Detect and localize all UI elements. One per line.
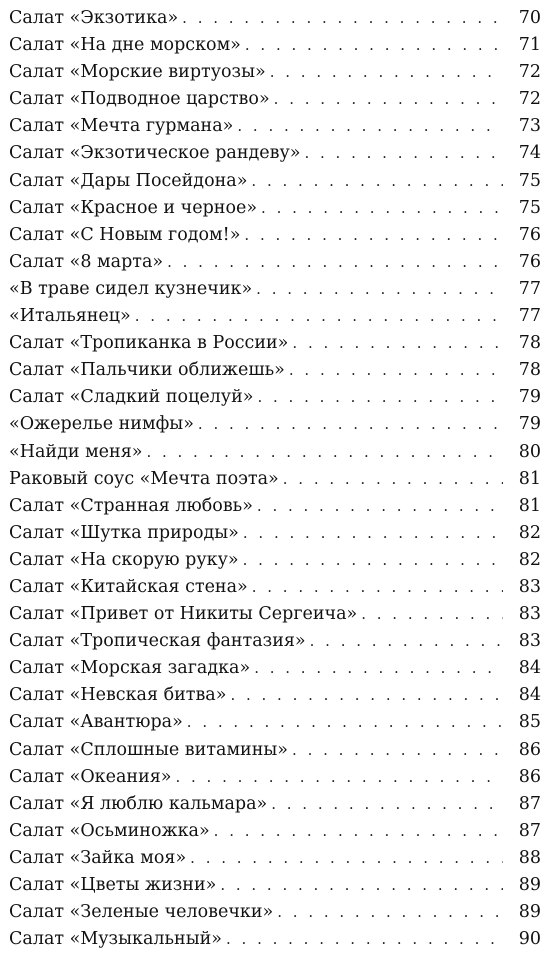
toc-entry-page: 89 <box>518 875 541 895</box>
toc-entry-page: 79 <box>518 414 541 435</box>
toc-entry-page: 72 <box>518 89 541 110</box>
toc-leader-dots <box>175 764 503 791</box>
toc-leader-dots <box>254 655 503 682</box>
toc-entry-page: 78 <box>518 333 541 354</box>
toc-leader-dots <box>277 899 503 926</box>
toc-entry[interactable] <box>9 357 541 384</box>
toc-leader-dots <box>256 276 503 303</box>
toc-entry[interactable] <box>9 709 541 736</box>
toc-entry[interactable] <box>9 926 541 953</box>
toc-entry[interactable] <box>9 411 541 438</box>
toc-entry-page: 90 <box>518 929 541 950</box>
toc-entry[interactable] <box>9 547 541 574</box>
toc-leader-dots <box>251 168 503 195</box>
toc-entry-title: Салат «Мечта гурмана» <box>9 116 234 137</box>
toc-entry-title: «Найди меня» <box>9 441 143 462</box>
toc-entry[interactable] <box>9 249 541 276</box>
toc-entry[interactable] <box>9 601 541 628</box>
toc-entry[interactable] <box>9 655 541 682</box>
toc-entry[interactable] <box>9 168 541 195</box>
toc-entry-page: 77 <box>518 278 541 299</box>
toc-entry-title: «Ожерелье нимфы» <box>9 414 194 435</box>
toc-entry-page: 78 <box>518 360 541 381</box>
toc-entry-page: 82 <box>518 522 541 543</box>
toc-entry-title: Салат «Сплошные витамины» <box>9 739 289 760</box>
toc-leader-dots <box>271 791 503 818</box>
toc-entry-page: 86 <box>518 739 541 760</box>
toc-entry-page: 87 <box>518 793 541 814</box>
toc-entry[interactable] <box>9 628 541 655</box>
toc-entry-title: Салат «Привет от Никиты Сергеича» <box>9 604 358 625</box>
toc-leader-dots <box>182 5 503 32</box>
toc-entry[interactable] <box>9 195 541 222</box>
toc-entry-page: 85 <box>518 712 541 733</box>
toc-entry-title: Салат «Зеленые человечки» <box>9 902 274 923</box>
toc-entry-title: Раковый соус «Мечта поэта» <box>9 468 279 489</box>
toc-entry[interactable] <box>9 818 541 845</box>
toc-entry-title: Салат «Китайская стена» <box>9 576 248 597</box>
toc-entry-page: 87 <box>518 820 541 841</box>
toc-entry-title: Салат «На скорую руку» <box>9 549 239 570</box>
toc-entry-title: Салат «Странная любовь» <box>9 495 253 516</box>
toc-leader-dots <box>245 32 503 59</box>
toc-entry[interactable] <box>9 59 541 86</box>
toc-entry-page: 89 <box>518 902 541 923</box>
toc-entry[interactable] <box>9 466 541 493</box>
toc-entry-title: Салат «Экзотическое рандеву» <box>9 143 301 164</box>
toc-entry[interactable] <box>9 303 541 330</box>
toc-leader-dots <box>226 926 503 953</box>
toc-entry-title: Салат «Осьминожка» <box>9 820 210 841</box>
toc-entry[interactable] <box>9 5 541 32</box>
toc-leader-dots <box>304 140 503 167</box>
toc-entry-title: Салат «На дне морском» <box>9 35 241 56</box>
toc-leader-dots <box>237 113 503 140</box>
toc-entry-page: 80 <box>518 441 541 462</box>
toc-entry[interactable] <box>9 764 541 791</box>
toc-entry-page: 74 <box>518 143 541 164</box>
toc-entry-title: Салат «Невская битва» <box>9 685 227 706</box>
toc-leader-dots <box>292 330 503 357</box>
toc-entry-page: 75 <box>518 197 541 218</box>
toc-entry-page: 82 <box>518 549 541 570</box>
toc-entry-title: Салат «Красное и черное» <box>9 197 258 218</box>
toc-leader-dots <box>292 737 503 764</box>
toc-leader-dots <box>261 195 503 222</box>
toc-entry-title: Салат «Дары Посейдона» <box>9 170 248 191</box>
toc-entry-title: Салат «Шутка природы» <box>9 522 239 543</box>
toc-entry[interactable] <box>9 845 541 872</box>
toc-leader-dots <box>270 59 503 86</box>
toc-entry-title: Салат «Музыкальный» <box>9 929 222 950</box>
toc-entry-title: «Итальянец» <box>9 306 131 327</box>
toc-leader-dots <box>187 709 503 736</box>
toc-leader-dots <box>289 357 503 384</box>
toc-entry[interactable] <box>9 872 541 899</box>
toc-entry[interactable] <box>9 140 541 167</box>
toc-leader-dots <box>167 249 503 276</box>
toc-leader-dots <box>220 872 503 899</box>
toc-leader-dots <box>243 547 503 574</box>
toc-leader-dots <box>257 493 503 520</box>
toc-entry-title: Салат «Морская загадка» <box>9 658 251 679</box>
toc-entry[interactable] <box>9 439 541 466</box>
toc-entry[interactable] <box>9 222 541 249</box>
toc-entry-page: 77 <box>518 306 541 327</box>
toc-entry[interactable] <box>9 574 541 601</box>
toc-entry-title: Салат «Океания» <box>9 766 172 787</box>
toc-entry[interactable] <box>9 330 541 357</box>
toc-entry-page: 83 <box>518 631 541 652</box>
toc-entry[interactable] <box>9 791 541 818</box>
toc-entry-page: 84 <box>518 658 541 679</box>
toc-entry-page: 73 <box>518 116 541 137</box>
toc-leader-dots <box>135 303 503 330</box>
toc-leader-dots <box>214 818 503 845</box>
toc-entry-title: Салат «Морские виртуозы» <box>9 62 266 83</box>
toc-entry-page: 72 <box>518 62 541 83</box>
toc-entry-page: 79 <box>518 387 541 408</box>
toc-entry-title: Салат «Тропическая фантазия» <box>9 631 306 652</box>
toc-entry-title: Салат «С Новым годом!» <box>9 224 241 245</box>
toc-entry-page: 81 <box>518 495 541 516</box>
toc-leader-dots <box>190 845 503 872</box>
table-of-contents <box>9 5 541 953</box>
toc-entry-page: 86 <box>518 766 541 787</box>
toc-entry[interactable] <box>9 276 541 303</box>
toc-leader-dots <box>252 574 503 601</box>
toc-entry-page: 84 <box>518 685 541 706</box>
toc-entry-title: Салат «8 марта» <box>9 251 164 272</box>
toc-leader-dots <box>243 520 503 547</box>
toc-entry[interactable] <box>9 86 541 113</box>
toc-entry-page: 70 <box>518 8 541 28</box>
toc-leader-dots <box>283 466 503 493</box>
toc-leader-dots <box>244 222 503 249</box>
toc-leader-dots <box>361 601 503 628</box>
toc-entry[interactable] <box>9 113 541 140</box>
toc-entry-title: Салат «Тропиканка в России» <box>9 333 289 354</box>
toc-entry[interactable] <box>9 32 541 59</box>
toc-entry-page: 81 <box>518 468 541 489</box>
toc-entry-title: Салат «Я люблю кальмара» <box>9 793 268 814</box>
toc-entry-title: Салат «Авантюра» <box>9 712 183 733</box>
toc-entry-title: Салат «Зайка моя» <box>9 847 187 868</box>
toc-leader-dots <box>274 86 503 113</box>
toc-entry-title: Салат «Сладкий поцелуй» <box>9 387 254 408</box>
toc-entry-page: 83 <box>518 604 541 625</box>
toc-entry-title: Салат «Цветы жизни» <box>9 875 217 895</box>
toc-entry-page: 83 <box>518 576 541 597</box>
toc-entry[interactable] <box>9 493 541 520</box>
toc-entry[interactable] <box>9 682 541 709</box>
toc-leader-dots <box>310 628 503 655</box>
toc-entry-page: 75 <box>518 170 541 191</box>
toc-entry-title: Салат «Экзотика» <box>9 8 179 28</box>
toc-entry[interactable] <box>9 520 541 547</box>
toc-leader-dots <box>146 439 503 466</box>
toc-entry-title: «В траве сидел кузнечик» <box>9 278 253 299</box>
toc-leader-dots <box>198 411 503 438</box>
toc-entry-title: Салат «Подводное царство» <box>9 89 270 110</box>
toc-entry-page: 76 <box>518 224 541 245</box>
toc-entry-title: Салат «Пальчики оближешь» <box>9 360 285 381</box>
toc-entry-page: 71 <box>518 35 541 56</box>
toc-entry[interactable] <box>9 899 541 926</box>
toc-entry-page: 76 <box>518 251 541 272</box>
toc-entry[interactable] <box>9 384 541 411</box>
toc-entry[interactable] <box>9 737 541 764</box>
toc-leader-dots <box>230 682 503 709</box>
toc-entry-page: 88 <box>518 847 541 868</box>
toc-leader-dots <box>257 384 503 411</box>
